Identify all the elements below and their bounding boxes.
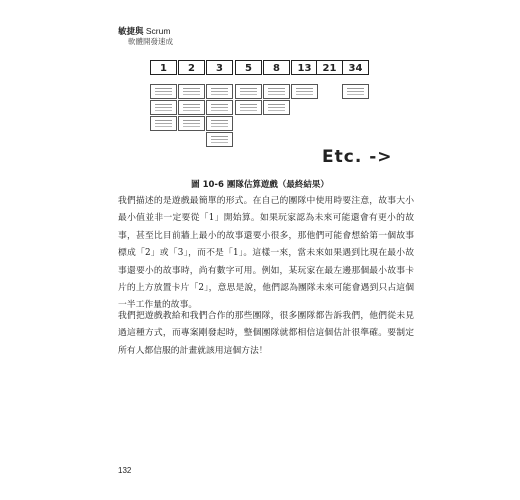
etc-annotation: Etc. -> [322, 147, 393, 167]
body-paragraph: 我們把遊戲教給和我們合作的那些團隊，很多團隊都告訴我們，他們從未見過這種方式，而專案剛發起時，整個團隊就都相信這個估計很準確。要制定所有人都信服的計畫就該用這個方法！ [118, 311, 414, 356]
book-subtitle: 軟體開發速成 [128, 36, 173, 46]
number-card-34: 34 [342, 60, 369, 75]
number-card-3: 3 [206, 60, 233, 75]
story-card [206, 132, 233, 147]
story-card [206, 84, 233, 99]
number-card-13: 13 [291, 60, 318, 75]
book-title-en: Scrum [143, 26, 171, 36]
page-number: 132 [118, 466, 132, 475]
book-title-zh: 敏捷與 [118, 27, 144, 37]
story-card [178, 84, 205, 99]
story-card [342, 84, 369, 99]
number-card-1: 1 [150, 60, 177, 75]
number-card-2: 2 [178, 60, 205, 75]
story-card [178, 116, 205, 131]
story-card [206, 116, 233, 131]
number-card-5: 5 [235, 60, 262, 75]
body-paragraph: 我們描述的是遊戲最簡單的形式。在自己的團隊中使用時要注意，故事大小最小值並非一定要從「1」開始算。如果玩家認為未來可能還會有更小的故事，甚至比目前牆上最小的故事還要小很多，那他們可能會想給第一個故事標成「2」或「3」，而不是「1」。這樣一來，當未來如果遇到比現在最小故事還要小的故事時，尚有數字可用。例如，某玩家在最左邊那個最小故事卡片的上方放置卡片「2」，意思是說，他們認為團隊未來可能會遇到只占這個一半工作量的故事。 [118, 196, 414, 311]
story-card [235, 100, 262, 115]
story-card [291, 84, 318, 99]
story-card [150, 116, 177, 131]
story-card [150, 100, 177, 115]
story-card [263, 100, 290, 115]
story-card [178, 100, 205, 115]
number-card-8: 8 [263, 60, 290, 75]
story-card [150, 84, 177, 99]
story-card [235, 84, 262, 99]
number-card-21: 21 [316, 60, 343, 75]
story-card [263, 84, 290, 99]
story-card [206, 100, 233, 115]
estimation-figure [0, 0, 520, 200]
figure-caption: 圖 10-6 團隊估算遊戲（最終結果） [191, 180, 329, 190]
